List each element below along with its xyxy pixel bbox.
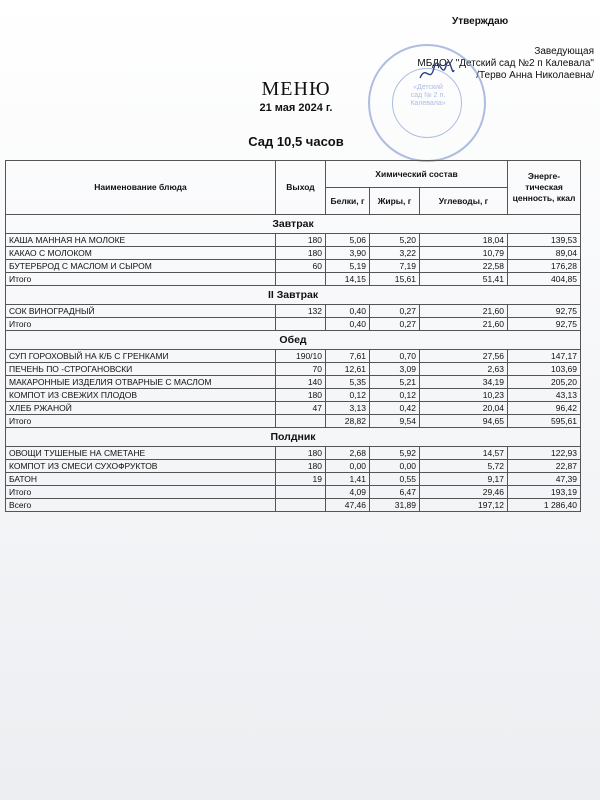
value-cell: 0,27 <box>370 305 420 318</box>
proteins-header: Белки, г <box>326 188 370 215</box>
value-cell: 0,40 <box>326 318 370 331</box>
value-cell: 595,61 <box>508 415 581 428</box>
table-row <box>6 473 581 486</box>
value-cell: 5,72 <box>420 460 508 473</box>
value-cell: 18,04 <box>420 234 508 247</box>
value-cell <box>276 486 326 499</box>
section-header <box>6 215 581 234</box>
value-cell: 205,20 <box>508 376 581 389</box>
value-cell: 180 <box>276 234 326 247</box>
dish-name: СОК ВИНОГРАДНЫЙ <box>6 305 276 318</box>
value-cell: 122,93 <box>508 447 581 460</box>
value-cell: 5,92 <box>370 447 420 460</box>
value-cell: 3,13 <box>326 402 370 415</box>
value-cell: 0,12 <box>370 389 420 402</box>
dish-name: БАТОН <box>6 473 276 486</box>
table-row <box>6 363 581 376</box>
value-cell: 139,53 <box>508 234 581 247</box>
value-cell <box>276 499 326 512</box>
total-row <box>6 273 581 286</box>
value-cell: 92,75 <box>508 318 581 331</box>
dish-name: МАКАРОННЫЕ ИЗДЕЛИЯ ОТВАРНЫЕ С МАСЛОМ <box>6 376 276 389</box>
chem-header: Химический состав <box>326 161 508 188</box>
value-cell: 47 <box>276 402 326 415</box>
section-header <box>6 286 581 305</box>
table-row <box>6 460 581 473</box>
value-cell: 47,46 <box>326 499 370 512</box>
value-cell: 89,04 <box>508 247 581 260</box>
dish-name: ОВОЩИ ТУШЕНЫЕ НА СМЕТАНЕ <box>6 447 276 460</box>
garden-mode: Сад 10,5 часов <box>248 134 344 149</box>
value-cell: 180 <box>276 389 326 402</box>
table-row <box>6 389 581 402</box>
total-row <box>6 415 581 428</box>
menu-table <box>5 160 581 512</box>
value-cell: 2,63 <box>420 363 508 376</box>
table-row <box>6 260 581 273</box>
value-cell: 21,60 <box>420 318 508 331</box>
signer-label: /Терво Анна Николаевна/ <box>476 70 594 81</box>
dish-name: КАША МАННАЯ НА МОЛОКЕ <box>6 234 276 247</box>
table-row <box>6 376 581 389</box>
value-cell: 0,70 <box>370 350 420 363</box>
value-cell: 147,17 <box>508 350 581 363</box>
table-row <box>6 350 581 363</box>
menu-date: 21 мая 2024 г. <box>259 102 333 114</box>
value-cell: 0,55 <box>370 473 420 486</box>
value-cell: 0,00 <box>326 460 370 473</box>
value-cell: 103,69 <box>508 363 581 376</box>
value-cell: 28,82 <box>326 415 370 428</box>
value-cell <box>276 273 326 286</box>
table-row <box>6 234 581 247</box>
carbs-header: Углеводы, г <box>420 188 508 215</box>
stamp-text: «Детский сад № 2 п. Калевала» <box>410 84 446 107</box>
section-title: II Завтрак <box>6 286 581 305</box>
value-cell: 132 <box>276 305 326 318</box>
value-cell: 5,20 <box>370 234 420 247</box>
value-cell: 43,13 <box>508 389 581 402</box>
table-row <box>6 247 581 260</box>
table-row <box>6 402 581 415</box>
value-cell <box>276 318 326 331</box>
dish-name: Всего <box>6 499 276 512</box>
dish-name: КОМПОТ ИЗ СМЕСИ СУХОФРУКТОВ <box>6 460 276 473</box>
section-header <box>6 331 581 350</box>
value-cell: 3,90 <box>326 247 370 260</box>
value-cell: 31,89 <box>370 499 420 512</box>
value-cell: 22,87 <box>508 460 581 473</box>
value-cell: 140 <box>276 376 326 389</box>
value-cell: 3,22 <box>370 247 420 260</box>
value-cell: 404,85 <box>508 273 581 286</box>
dish-name: БУТЕРБРОД С МАСЛОМ И СЫРОМ <box>6 260 276 273</box>
value-cell: 29,46 <box>420 486 508 499</box>
value-cell: 6,47 <box>370 486 420 499</box>
value-cell: 47,39 <box>508 473 581 486</box>
value-cell: 193,19 <box>508 486 581 499</box>
value-cell: 15,61 <box>370 273 420 286</box>
page-title: МЕНЮ <box>261 78 331 100</box>
fats-header: Жиры, г <box>370 188 420 215</box>
dish-name: Итого <box>6 318 276 331</box>
value-cell: 5,35 <box>326 376 370 389</box>
value-cell: 92,75 <box>508 305 581 318</box>
value-cell: 3,09 <box>370 363 420 376</box>
value-cell: 180 <box>276 460 326 473</box>
value-cell: 180 <box>276 247 326 260</box>
value-cell: 12,61 <box>326 363 370 376</box>
value-cell: 1,41 <box>326 473 370 486</box>
value-cell: 34,19 <box>420 376 508 389</box>
value-cell: 5,21 <box>370 376 420 389</box>
value-cell: 180 <box>276 447 326 460</box>
table-row <box>6 305 581 318</box>
value-cell: 10,79 <box>420 247 508 260</box>
organization-label: МБДОУ "Детский сад №2 п Калевала" <box>417 58 594 69</box>
dish-name: Итого <box>6 415 276 428</box>
value-cell: 51,41 <box>420 273 508 286</box>
approval-label: Утверждаю <box>452 16 509 27</box>
menu-body <box>6 215 581 512</box>
value-cell: 5,19 <box>326 260 370 273</box>
value-cell: 2,68 <box>326 447 370 460</box>
total-row <box>6 318 581 331</box>
value-cell: 1 286,40 <box>508 499 581 512</box>
value-cell: 197,12 <box>420 499 508 512</box>
energy-header: Энерге-тическая ценность, ккал <box>508 161 581 215</box>
value-cell: 14,15 <box>326 273 370 286</box>
value-cell: 7,61 <box>326 350 370 363</box>
value-cell: 9,17 <box>420 473 508 486</box>
value-cell: 20,04 <box>420 402 508 415</box>
output-header: Выход <box>276 161 326 215</box>
value-cell: 10,23 <box>420 389 508 402</box>
value-cell: 190/10 <box>276 350 326 363</box>
value-cell: 4,09 <box>326 486 370 499</box>
section-title: Завтрак <box>6 215 581 234</box>
value-cell: 94,65 <box>420 415 508 428</box>
total-row <box>6 486 581 499</box>
value-cell: 27,56 <box>420 350 508 363</box>
dish-name: КОМПОТ ИЗ СВЕЖИХ ПЛОДОВ <box>6 389 276 402</box>
value-cell: 0,00 <box>370 460 420 473</box>
value-cell: 0,40 <box>326 305 370 318</box>
value-cell: 0,27 <box>370 318 420 331</box>
grand-total-row <box>6 499 581 512</box>
dish-name: Итого <box>6 273 276 286</box>
value-cell: 19 <box>276 473 326 486</box>
section-title: Обед <box>6 331 581 350</box>
dish-name: КАКАО С МОЛОКОМ <box>6 247 276 260</box>
table-row <box>6 447 581 460</box>
dish-name: ХЛЕБ РЖАНОЙ <box>6 402 276 415</box>
dish-name: ПЕЧЕНЬ ПО -СТРОГАНОВСКИ <box>6 363 276 376</box>
value-cell: 7,19 <box>370 260 420 273</box>
value-cell: 0,12 <box>326 389 370 402</box>
dish-header: Наименование блюда <box>6 161 276 215</box>
section-title: Полдник <box>6 428 581 447</box>
value-cell: 21,60 <box>420 305 508 318</box>
dish-name: СУП ГОРОХОВЫЙ НА К/Б С ГРЕНКАМИ <box>6 350 276 363</box>
signature-icon <box>418 60 456 86</box>
value-cell <box>276 415 326 428</box>
value-cell: 9,54 <box>370 415 420 428</box>
position-label: Заведующая <box>534 46 594 57</box>
value-cell: 70 <box>276 363 326 376</box>
value-cell: 5,06 <box>326 234 370 247</box>
dish-name: Итого <box>6 486 276 499</box>
value-cell: 22,58 <box>420 260 508 273</box>
value-cell: 60 <box>276 260 326 273</box>
value-cell: 176,28 <box>508 260 581 273</box>
value-cell: 96,42 <box>508 402 581 415</box>
value-cell: 14,57 <box>420 447 508 460</box>
value-cell: 0,42 <box>370 402 420 415</box>
section-header <box>6 428 581 447</box>
